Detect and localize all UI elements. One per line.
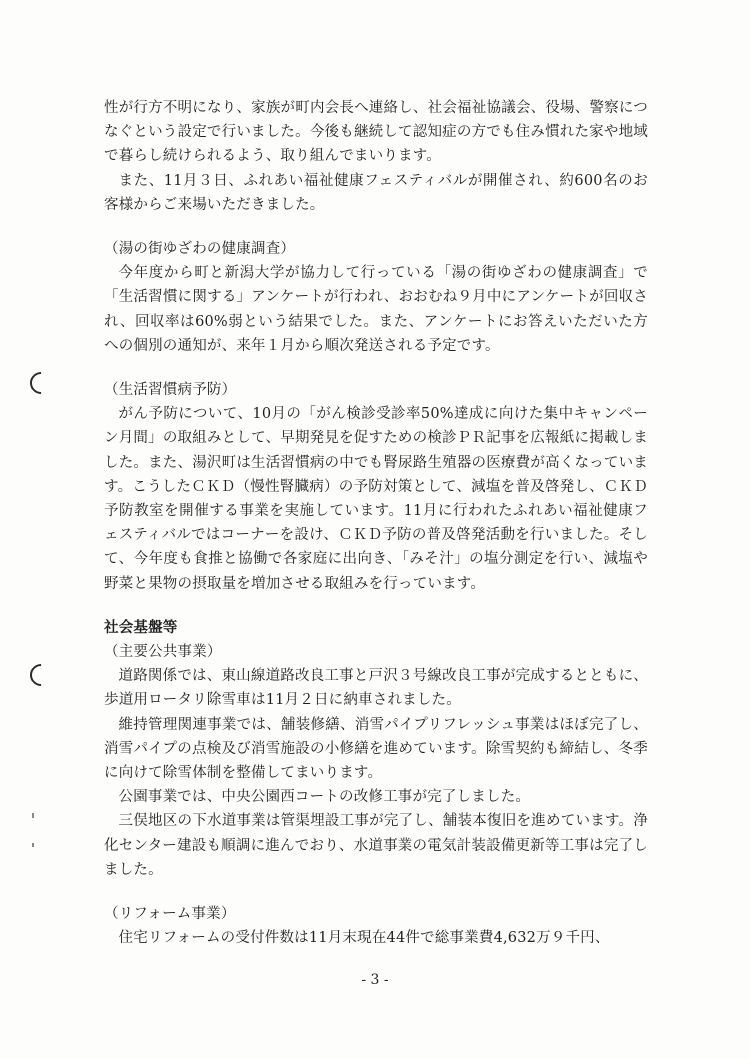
scan-mark	[32, 813, 34, 818]
paragraph: がん予防について、10月の「がん検診受診率50%達成に向けた集中キャンペーン月間」の取組みとして、早期発見を促すための検診ＰＲ記事を広報紙に掲載しました。また、湯沢町は生活習慣病の中でも腎尿路生殖器の医療費が高くなっています。こうしたＣＫＤ（慢性腎臓病）の予防対策として、減塩を普及啓発し、ＣＫＤ予防教室を開催する事業を実施しています。11月に行われたふれあい福祉健康フェスティバルではコーナーを設け、ＣＫＤ予防の普及啓発活動を行いました。そして、今年度も食推と協働で各家庭に出向き、「みそ汁」の塩分測定を行い、減塩や野菜と果物の摂取量を増加させる取組みを行っています。	[104, 406, 648, 592]
subheading: （湯の街ゆざわの健康調査）	[104, 241, 296, 258]
document-body	[104, 96, 648, 951]
paragraph: 三俣地区の下水道事業は管渠埋設工事が完了し、舗装本復旧を進めています。浄化センター建設も順調に進んでおり、水道事業の電気計装設備更新等工事は完了しました。	[104, 813, 648, 878]
section-heading: 社会基盤等	[104, 618, 178, 636]
paragraph: 公園事業では、中央公園西コートの改修工事が完了しました。	[118, 789, 531, 806]
paragraph: 今年度から町と新潟大学が協力して行っている「湯の街ゆざわの健康調査」で「生活習慣に関する」アンケートが行われ、おおむね９月中にアンケートが回収され、回収率は60%弱という結果でした。また、アンケートにお答えいただいた方への個別の通知が、来年１月から順次発送される予定です。	[104, 265, 648, 354]
paragraph: 維持管理関連事業では、舗装修繕、消雪パイプリフレッシュ事業はほぼ完了し、消雪パイプの点検及び消雪施設の小修繕を進めています。除雪契約も締結し、冬季に向けて除雪体制を整備してまいります。	[104, 716, 648, 782]
paragraph: また、11月３日、ふれあい福祉健康フェスティバルが開催され、約600名のお客様からご来場いただきました。	[104, 172, 648, 213]
paragraph: 性が行方不明になり、家族が町内会長へ連絡し、社会福祉協議会、役場、警察につなぐという設定で行いました。今後も継続して認知症の方でも住み慣れた家や地域で暮らし続けられるよう、取り組んでまいります。	[104, 100, 648, 165]
paragraph: 道路関係では、東山線道路改良工事と戸沢３号線改良工事が完成するとともに、歩道用ロータリ除雪車は11月２日に納車されました。	[104, 668, 648, 709]
binder-hole-mark	[25, 367, 56, 398]
subheading: （リフォーム事業）	[104, 906, 236, 923]
subheading: （主要公共事業）	[104, 644, 222, 661]
binder-hole-mark	[25, 659, 56, 690]
subheading: （生活習慣病予防）	[104, 382, 237, 399]
page-number: - 3 -	[361, 972, 389, 988]
paragraph: 住宅リフォームの受付件数は11月末現在44件で総事業費4,632万９千円、	[118, 930, 610, 947]
scan-mark	[32, 843, 34, 847]
